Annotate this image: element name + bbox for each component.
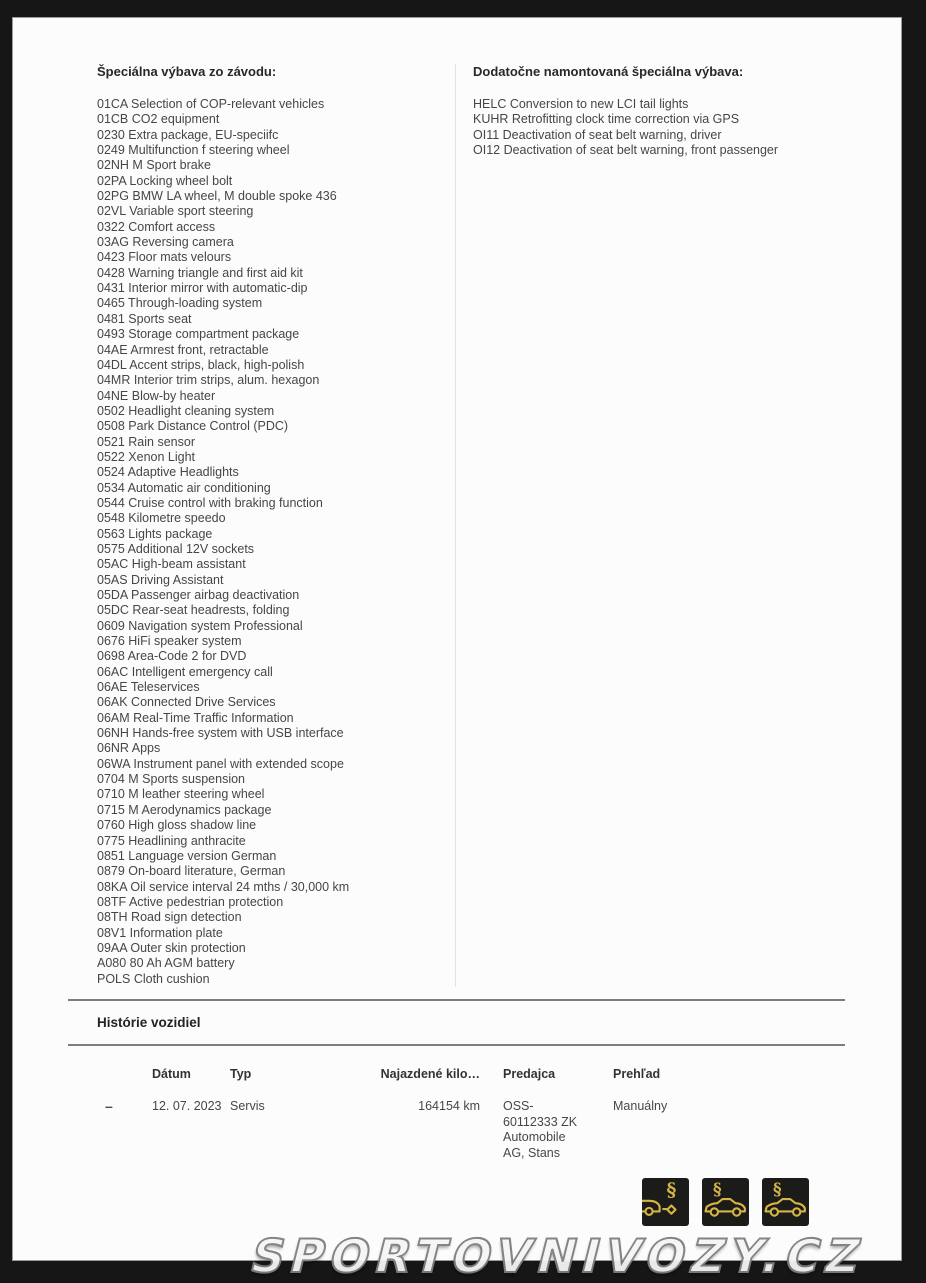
list-item: 0609 Navigation system Professional [97,618,303,633]
list-item: 06WA Instrument panel with extended scope [97,756,344,771]
list-item: 0563 Lights package [97,526,213,541]
list-item: 08V1 Information plate [97,925,223,940]
car-emissions-paragraph-icon [642,1178,689,1226]
list-item: 0879 On-board literature, German [97,864,286,879]
factory-equipment-title: Špeciálna výbava zo závodu: [97,64,277,79]
column-header-kilometre: Najazdené kilo… [380,1066,480,1081]
history-section-title: Histórie vozidiel [97,1014,201,1030]
list-item: 09AA Outer skin protection [97,940,246,955]
list-item: 0760 High gloss shadow line [97,818,257,833]
list-item: 06AK Connected Drive Services [97,695,276,710]
list-item: 04DL Accent strips, black, high-polish [97,357,305,372]
list-item: 0676 HiFi speaker system [97,634,242,649]
list-item: 08TH Road sign detection [97,910,242,925]
list-item: 08TF Active pedestrian protection [97,894,284,909]
cell-typ: Servis [230,1099,265,1114]
divider [68,1044,845,1046]
list-item: POLS Cloth cushion [97,971,210,986]
list-item: 08KA Oil service interval 24 mths / 30,000 km [97,879,350,894]
list-item: 0322 Comfort access [97,219,216,234]
list-item: 01CB CO2 equipment [97,112,220,127]
list-item: 06AM Real-Time Traffic Information [97,710,294,725]
list-item: 0423 Floor mats velours [97,250,232,265]
column-header-predajca: Predajca [503,1066,556,1081]
paragraph-symbol: § [666,1179,677,1202]
list-item: 0431 Interior mirror with automatic-dip [97,281,308,296]
list-item: A080 80 Ah AGM battery [97,956,235,971]
column-header-datum: Dátum [152,1066,191,1081]
list-item: 04AE Armrest front, retractable [97,342,269,357]
list-item: 0698 Area-Code 2 for DVD [97,649,247,664]
site-watermark: SPORTOVNIVOZY.CZ [245,1229,873,1283]
list-item: 0465 Through-loading system [97,296,263,311]
list-item: 04MR Interior trim strips, alum. hexagon [97,373,320,388]
cell-predajca: OSS-60112333 ZK Automobile AG, Stans [503,1099,578,1160]
row-expander-cell [105,1099,152,1114]
list-item: 0548 Kilometre speedo [97,511,226,526]
list-item: 05DC Rear-seat headrests, folding [97,603,290,618]
car-paragraph-icon [702,1178,749,1226]
paragraph-symbol: § [712,1179,722,1199]
list-item: 0524 Adaptive Headlights [97,465,239,480]
list-item: 0715 M Aerodynamics package [97,802,272,817]
list-item: 0230 Extra package, EU-speciifc [97,127,279,142]
list-item: 04NE Blow-by heater [97,388,216,403]
list-item: KUHR Retrofitting clock time correction via GPS [473,112,740,127]
history-table-header [105,1067,901,1083]
list-item: 01CA Selection of COP-relevant vehicles [97,97,325,111]
list-item: 0481 Sports seat [97,311,192,326]
history-table [105,1067,901,1162]
list-item: 05AC High-beam assistant [97,557,246,572]
list-item: 05AS Driving Assistant [97,572,224,587]
list-item: 0522 Xenon Light [97,449,196,464]
list-item: 0704 M Sports suspension [97,772,246,787]
additional-equipment-title: Dodatočne namontovaná špeciálna výbava: [473,64,744,79]
cell-prehlad: Manuálny [613,1099,668,1114]
list-item: 0493 Storage compartment package [97,327,300,342]
additional-equipment-list [473,97,901,158]
car-paragraph-icon [762,1178,809,1226]
column-header-prehlad: Prehľad [613,1066,661,1081]
list-item: 0502 Headlight cleaning system [97,403,275,418]
list-item: 06AE Teleservices [97,680,200,695]
divider [68,999,845,1001]
list-item: 0544 Cruise control with braking function [97,495,323,510]
list-item: 0575 Additional 12V sockets [97,541,255,556]
table-row [105,1099,901,1161]
list-item: 02PG BMW LA wheel, M double spoke 436 [97,189,337,204]
list-item: 0521 Rain sensor [97,434,195,449]
list-item: 0851 Language version German [97,848,277,863]
list-item: 0508 Park Distance Control (PDC) [97,419,289,434]
list-item: OI11 Deactivation of seat belt warning, driver [473,127,722,142]
list-item: 03AG Reversing camera [97,235,234,250]
column-header-typ: Typ [230,1066,252,1081]
factory-equipment-list [97,97,455,987]
list-item: 0249 Multifunction f steering wheel [97,143,290,158]
list-item: 02VL Variable sport steering [97,204,254,219]
list-item: 06NR Apps [97,741,161,756]
cell-datum: 12. 07. 2023 [152,1099,222,1114]
list-item: HELC Conversion to new LCI tail lights [473,97,689,111]
report-page [13,18,901,1260]
list-item: OI12 Deactivation of seat belt warning, front passenger [473,143,779,158]
list-item: 0775 Headlining anthracite [97,833,246,848]
factory-equipment-column [13,64,456,987]
legal-stamp-icons [642,1178,809,1226]
list-item: 05DA Passenger airbag deactivation [97,588,300,602]
paragraph-symbol: § [772,1179,782,1199]
equipment-section [13,18,901,987]
cell-kilometre: 164154 km [418,1099,480,1114]
list-item: 02NH M Sport brake [97,158,211,173]
list-item: 06AC Intelligent emergency call [97,664,273,679]
list-item: 02PA Locking wheel bolt [97,173,233,188]
list-item: 0710 M leather steering wheel [97,787,265,802]
list-item: 0428 Warning triangle and first aid kit [97,265,303,280]
list-item: 06NH Hands-free system with USB interface [97,726,344,741]
additional-equipment-column [456,64,901,987]
collapse-row-button[interactable]: – [105,1098,113,1115]
list-item: 0534 Automatic air conditioning [97,480,271,495]
